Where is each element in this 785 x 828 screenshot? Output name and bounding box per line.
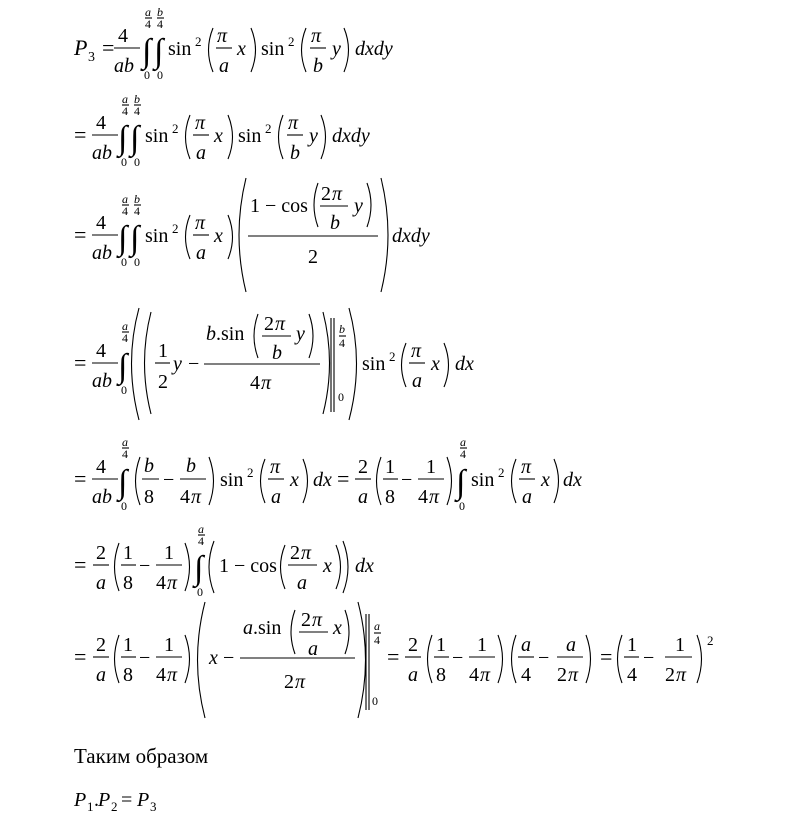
svg-text:2: 2 bbox=[96, 542, 106, 564]
svg-text:x: x bbox=[237, 38, 246, 60]
svg-text:4: 4 bbox=[460, 447, 466, 461]
svg-text:0: 0 bbox=[338, 390, 344, 404]
svg-text:8: 8 bbox=[436, 664, 446, 686]
svg-text:b: b bbox=[144, 455, 154, 477]
svg-text:1: 1 bbox=[164, 634, 174, 656]
svg-text:∫: ∫ bbox=[118, 348, 128, 385]
svg-text:1: 1 bbox=[158, 340, 168, 362]
svg-text:dx: dx bbox=[563, 469, 582, 491]
svg-text:y: y bbox=[296, 323, 305, 345]
svg-text:sin: sin bbox=[145, 125, 169, 147]
svg-text:0: 0 bbox=[134, 155, 140, 169]
svg-text:x: x bbox=[214, 225, 223, 247]
svg-text:1: 1 bbox=[385, 456, 395, 478]
svg-text:0: 0 bbox=[134, 255, 140, 269]
svg-text:π: π bbox=[568, 664, 579, 686]
svg-text:2: 2 bbox=[358, 456, 368, 478]
svg-text:−: − bbox=[163, 469, 175, 491]
svg-text:0: 0 bbox=[157, 68, 163, 82]
svg-text:2: 2 bbox=[557, 664, 567, 686]
svg-text:π: π bbox=[312, 609, 323, 631]
svg-text:sin: sin bbox=[238, 125, 262, 147]
svg-text:8: 8 bbox=[123, 664, 133, 686]
svg-text:2: 2 bbox=[172, 121, 179, 136]
svg-text:8: 8 bbox=[123, 572, 133, 594]
svg-text:b: b bbox=[157, 5, 163, 19]
svg-text:2: 2 bbox=[288, 34, 295, 49]
svg-text:−: − bbox=[223, 647, 235, 669]
svg-text:x: x bbox=[541, 469, 550, 491]
svg-text:x: x bbox=[290, 469, 299, 491]
svg-text:=: = bbox=[102, 35, 115, 60]
svg-text:b: b bbox=[272, 342, 282, 364]
svg-text:4: 4 bbox=[250, 372, 260, 394]
svg-text:4: 4 bbox=[96, 112, 106, 134]
svg-text:π: π bbox=[429, 486, 440, 508]
svg-text:4: 4 bbox=[122, 104, 128, 118]
svg-text:x: x bbox=[209, 647, 218, 669]
svg-text:0: 0 bbox=[121, 383, 127, 397]
svg-text:a: a bbox=[219, 55, 229, 77]
svg-text:4: 4 bbox=[339, 336, 345, 350]
svg-text:ab: ab bbox=[92, 370, 112, 392]
svg-text:0: 0 bbox=[121, 255, 127, 269]
svg-text:a: a bbox=[460, 435, 466, 449]
svg-text:4: 4 bbox=[96, 340, 106, 362]
svg-text:2: 2 bbox=[301, 609, 311, 631]
svg-text:3: 3 bbox=[88, 50, 95, 65]
svg-text:.sin: .sin bbox=[216, 323, 245, 345]
svg-text:2: 2 bbox=[707, 633, 714, 648]
svg-text:π: π bbox=[167, 572, 178, 594]
svg-text:.: . bbox=[94, 789, 99, 811]
svg-text:4: 4 bbox=[180, 486, 190, 508]
svg-text:−: − bbox=[538, 647, 550, 669]
svg-text:2: 2 bbox=[96, 634, 106, 656]
svg-text:4: 4 bbox=[198, 534, 204, 548]
svg-text:b: b bbox=[134, 192, 140, 206]
svg-text:8: 8 bbox=[385, 486, 395, 508]
svg-text:4: 4 bbox=[122, 447, 128, 461]
svg-text:π: π bbox=[295, 671, 306, 693]
svg-text:1 − cos: 1 − cos bbox=[219, 555, 277, 577]
svg-text:4: 4 bbox=[157, 17, 163, 31]
svg-text:=: = bbox=[74, 466, 87, 491]
svg-text:4: 4 bbox=[418, 486, 428, 508]
svg-text:dx: dx bbox=[355, 555, 374, 577]
svg-text:0: 0 bbox=[144, 68, 150, 82]
svg-text:b: b bbox=[206, 323, 216, 345]
equation-line-4 bbox=[74, 308, 474, 420]
svg-text:4: 4 bbox=[96, 212, 106, 234]
svg-text:∫: ∫ bbox=[194, 550, 204, 587]
svg-text:−: − bbox=[401, 469, 413, 491]
svg-text:1: 1 bbox=[123, 542, 133, 564]
svg-text:π: π bbox=[191, 486, 202, 508]
conclusion-text: Таким образом bbox=[74, 744, 209, 768]
svg-text:y: y bbox=[354, 195, 363, 217]
svg-text:2: 2 bbox=[498, 465, 505, 480]
svg-text:∫: ∫ bbox=[130, 220, 140, 257]
svg-text:x: x bbox=[431, 353, 440, 375]
svg-text:a: a bbox=[566, 634, 576, 656]
svg-text:dxdy: dxdy bbox=[392, 225, 430, 247]
svg-text:ab: ab bbox=[114, 55, 134, 77]
svg-text:2: 2 bbox=[290, 542, 300, 564]
svg-text:a: a bbox=[374, 619, 380, 633]
svg-text:x: x bbox=[214, 125, 223, 147]
svg-text:∫: ∫ bbox=[118, 464, 128, 501]
svg-text:2: 2 bbox=[665, 664, 675, 686]
svg-text:π: π bbox=[270, 456, 281, 478]
svg-text:a: a bbox=[412, 370, 422, 392]
svg-text:1: 1 bbox=[164, 542, 174, 564]
svg-text:sin: sin bbox=[145, 225, 169, 247]
equation-line-5 bbox=[74, 435, 582, 513]
svg-text:4: 4 bbox=[627, 664, 637, 686]
svg-text:3: 3 bbox=[150, 799, 157, 814]
equation-line-2 bbox=[74, 92, 370, 169]
svg-text:=: = bbox=[121, 789, 133, 811]
svg-text:π: π bbox=[411, 340, 422, 362]
svg-text:a: a bbox=[196, 242, 206, 264]
svg-text:a: a bbox=[196, 142, 206, 164]
svg-text:π: π bbox=[332, 183, 343, 205]
svg-text:π: π bbox=[311, 25, 322, 47]
svg-text:−: − bbox=[139, 555, 151, 577]
svg-text:2: 2 bbox=[265, 121, 272, 136]
svg-text:π: π bbox=[521, 456, 532, 478]
svg-text:ab: ab bbox=[92, 142, 112, 164]
svg-text:=: = bbox=[74, 644, 87, 669]
svg-text:sin: sin bbox=[261, 38, 285, 60]
svg-text:∫: ∫ bbox=[154, 33, 164, 70]
svg-text:4: 4 bbox=[374, 633, 380, 647]
svg-text:2: 2 bbox=[172, 221, 179, 236]
svg-text:−: − bbox=[188, 353, 200, 375]
svg-text:=: = bbox=[74, 122, 87, 147]
svg-text:a: a bbox=[408, 664, 418, 686]
svg-text:π: π bbox=[288, 112, 299, 134]
svg-text:a: a bbox=[96, 572, 106, 594]
svg-text:0: 0 bbox=[121, 155, 127, 169]
svg-text:1: 1 bbox=[426, 456, 436, 478]
svg-text:4: 4 bbox=[469, 664, 479, 686]
equation-line-6 bbox=[74, 522, 374, 599]
svg-text:ab: ab bbox=[92, 486, 112, 508]
svg-text:∫: ∫ bbox=[142, 33, 152, 70]
svg-text:π: π bbox=[217, 25, 228, 47]
svg-text:a: a bbox=[243, 617, 253, 639]
svg-text:sin: sin bbox=[168, 38, 192, 60]
svg-text:dxdy: dxdy bbox=[355, 38, 393, 60]
svg-text:0: 0 bbox=[372, 694, 378, 708]
svg-text:−: − bbox=[139, 647, 151, 669]
svg-text:b: b bbox=[186, 455, 196, 477]
svg-text:a: a bbox=[122, 319, 128, 333]
svg-text:π: π bbox=[167, 664, 178, 686]
svg-text:a: a bbox=[297, 572, 307, 594]
svg-text:2: 2 bbox=[195, 34, 202, 49]
svg-text:1: 1 bbox=[675, 634, 685, 656]
svg-text:2: 2 bbox=[308, 246, 318, 268]
svg-text:P: P bbox=[137, 789, 150, 811]
svg-text:π: π bbox=[301, 542, 312, 564]
svg-text:a: a bbox=[96, 664, 106, 686]
svg-text:8: 8 bbox=[144, 486, 154, 508]
svg-text:2: 2 bbox=[284, 671, 294, 693]
svg-text:π: π bbox=[195, 112, 206, 134]
svg-text:b: b bbox=[134, 92, 140, 106]
svg-text:dxdy: dxdy bbox=[332, 125, 370, 147]
svg-text:a: a bbox=[358, 486, 368, 508]
svg-text:x: x bbox=[333, 617, 342, 639]
svg-text:−: − bbox=[452, 647, 464, 669]
svg-text:1: 1 bbox=[436, 634, 446, 656]
svg-text:π: π bbox=[261, 372, 272, 394]
svg-text:a: a bbox=[522, 486, 532, 508]
equation-line-3 bbox=[74, 178, 430, 292]
equation-line-7 bbox=[74, 602, 714, 718]
svg-text:4: 4 bbox=[122, 331, 128, 345]
svg-text:=: = bbox=[600, 644, 613, 669]
svg-text:4: 4 bbox=[521, 664, 531, 686]
svg-text:2: 2 bbox=[111, 799, 118, 814]
svg-text:1: 1 bbox=[477, 634, 487, 656]
svg-text:a: a bbox=[122, 92, 128, 106]
svg-text:sin: sin bbox=[220, 469, 244, 491]
svg-text:b: b bbox=[290, 142, 300, 164]
svg-text:π: π bbox=[195, 212, 206, 234]
svg-text:4: 4 bbox=[96, 456, 106, 478]
svg-text:4: 4 bbox=[156, 572, 166, 594]
svg-text:.sin: .sin bbox=[253, 617, 282, 639]
equation-line-1 bbox=[73, 5, 393, 82]
svg-text:a: a bbox=[122, 192, 128, 206]
svg-text:0: 0 bbox=[459, 499, 465, 513]
svg-text:dx: dx bbox=[455, 353, 474, 375]
svg-text:P: P bbox=[98, 789, 111, 811]
svg-text:1: 1 bbox=[87, 799, 94, 814]
svg-text:−: − bbox=[643, 647, 655, 669]
svg-text:a: a bbox=[122, 435, 128, 449]
svg-text:1 − cos: 1 − cos bbox=[250, 195, 308, 217]
svg-text:2: 2 bbox=[408, 634, 418, 656]
svg-text:0: 0 bbox=[197, 585, 203, 599]
svg-text:2: 2 bbox=[389, 349, 396, 364]
svg-text:4: 4 bbox=[118, 25, 128, 47]
svg-text:4: 4 bbox=[145, 17, 151, 31]
svg-text:π: π bbox=[480, 664, 491, 686]
svg-text:x: x bbox=[323, 555, 332, 577]
svg-text:1: 1 bbox=[123, 634, 133, 656]
svg-text:2: 2 bbox=[264, 313, 274, 335]
svg-text:1: 1 bbox=[627, 634, 637, 656]
svg-text:b: b bbox=[313, 55, 323, 77]
svg-text:y: y bbox=[309, 125, 318, 147]
svg-text:ab: ab bbox=[92, 242, 112, 264]
svg-text:a: a bbox=[308, 638, 318, 660]
svg-text:2: 2 bbox=[158, 371, 168, 393]
svg-text:dx: dx bbox=[313, 469, 332, 491]
svg-text:y: y bbox=[173, 353, 182, 375]
final-equation bbox=[73, 789, 157, 814]
svg-text:∫: ∫ bbox=[130, 120, 140, 157]
svg-text:a: a bbox=[521, 634, 531, 656]
svg-text:4: 4 bbox=[122, 204, 128, 218]
svg-text:2: 2 bbox=[321, 183, 331, 205]
svg-text:a: a bbox=[198, 522, 204, 536]
svg-text:sin: sin bbox=[362, 353, 386, 375]
svg-text:∫: ∫ bbox=[118, 220, 128, 257]
svg-text:π: π bbox=[676, 664, 687, 686]
svg-text:4: 4 bbox=[156, 664, 166, 686]
svg-text:y: y bbox=[332, 38, 341, 60]
svg-text:a: a bbox=[271, 486, 281, 508]
svg-text:b: b bbox=[339, 322, 345, 336]
svg-text:4: 4 bbox=[134, 204, 140, 218]
svg-text:0: 0 bbox=[121, 499, 127, 513]
svg-text:sin: sin bbox=[471, 469, 495, 491]
svg-text:=: = bbox=[74, 552, 87, 577]
svg-text:∫: ∫ bbox=[456, 464, 466, 501]
svg-text:∫: ∫ bbox=[118, 120, 128, 157]
svg-text:π: π bbox=[275, 313, 286, 335]
svg-text:2: 2 bbox=[247, 465, 254, 480]
svg-text:b: b bbox=[330, 212, 340, 234]
svg-text:=: = bbox=[387, 644, 400, 669]
svg-text:4: 4 bbox=[134, 104, 140, 118]
svg-text:=: = bbox=[337, 466, 350, 491]
svg-text:a: a bbox=[145, 5, 151, 19]
svg-text:P: P bbox=[74, 35, 88, 60]
svg-text:=: = bbox=[74, 222, 87, 247]
svg-text:P: P bbox=[74, 789, 87, 811]
svg-text:=: = bbox=[74, 350, 87, 375]
